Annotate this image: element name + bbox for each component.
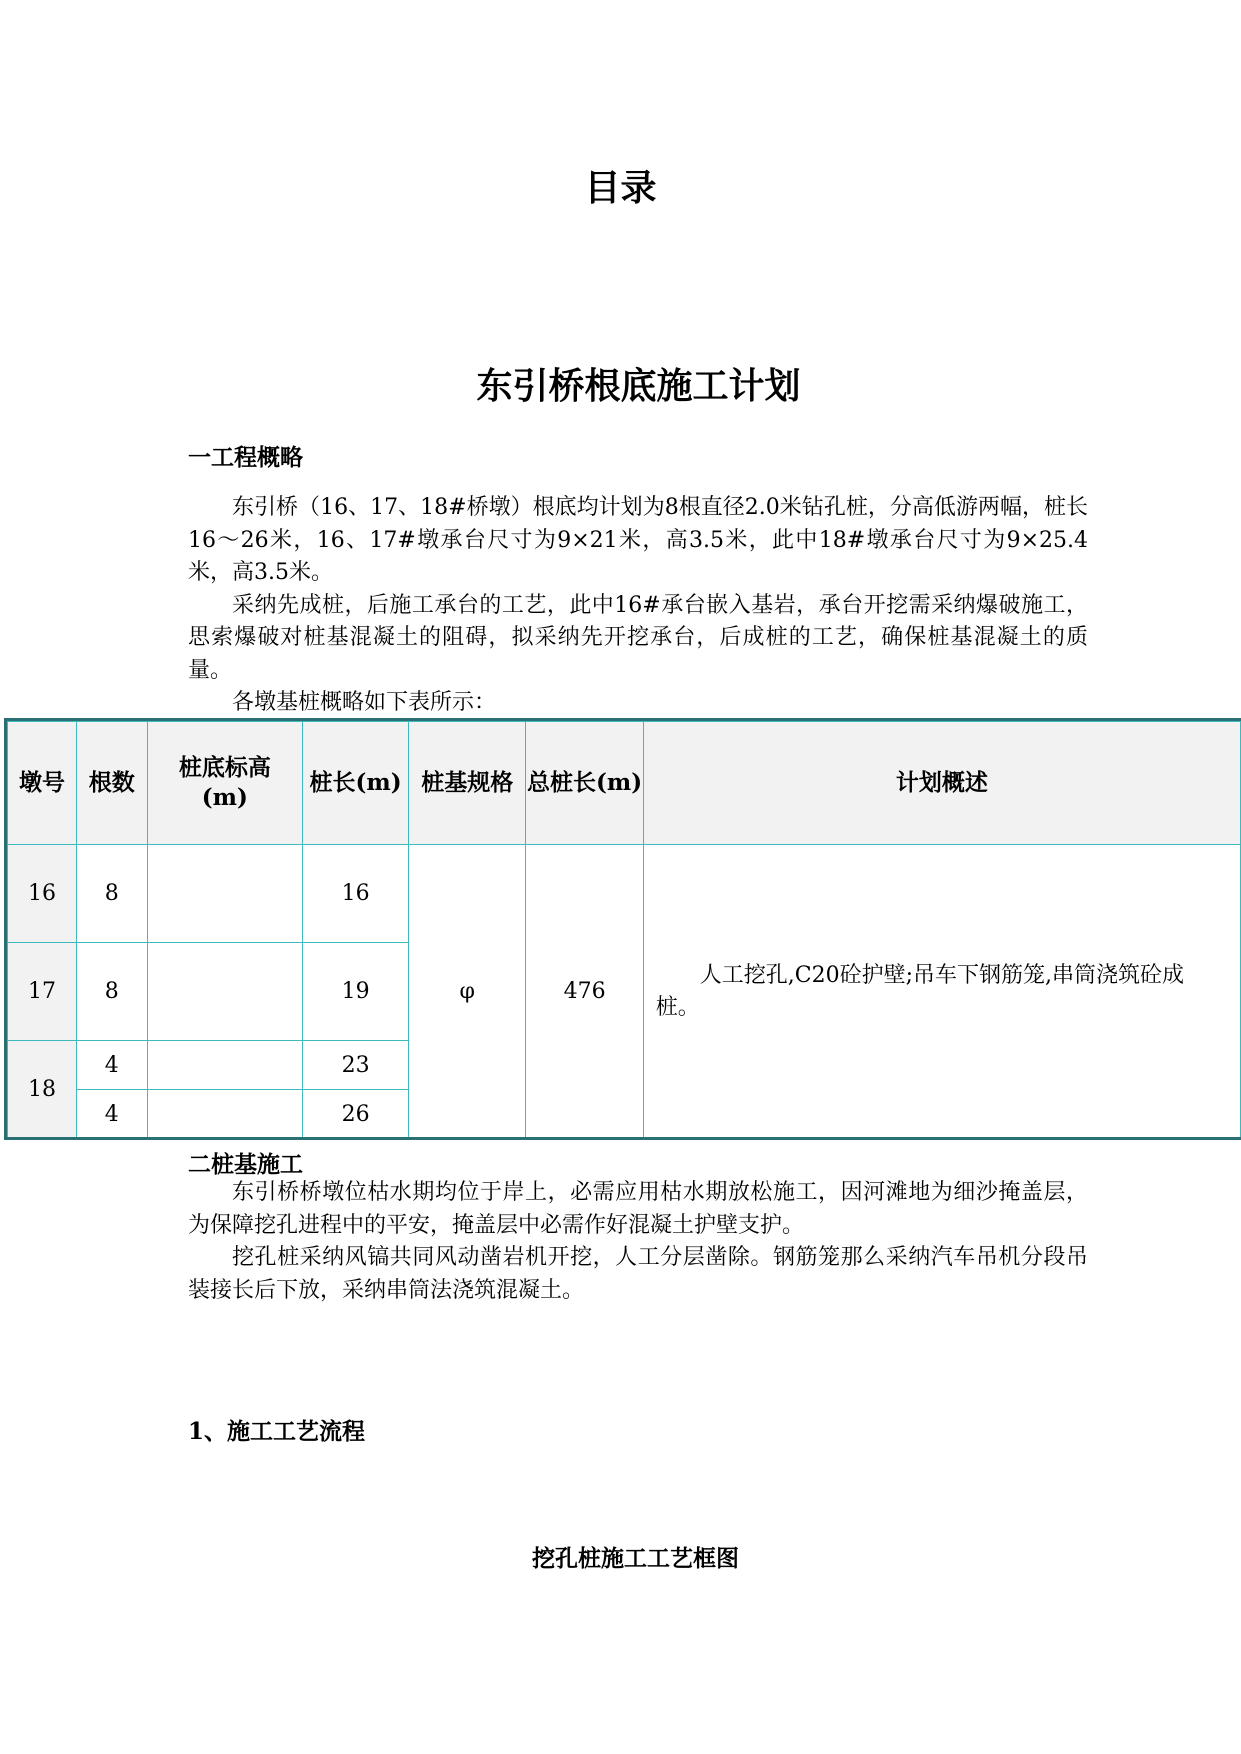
- cell-length: 26: [303, 1090, 409, 1139]
- col-header-total-length: 总桩长(m): [526, 722, 643, 845]
- cell-length: 23: [303, 1041, 409, 1090]
- cell-count: 4: [76, 1041, 147, 1090]
- pile-summary-table: [7, 721, 1241, 1139]
- cell-elevation: [147, 943, 303, 1041]
- construction-body: [188, 1177, 1088, 1307]
- cell-elevation: [147, 845, 303, 943]
- cell-count: 8: [76, 943, 147, 1041]
- col-header-pile-length: 桩长(m): [303, 722, 409, 845]
- col-header-spec: 桩基规格: [409, 722, 526, 845]
- overview-body: [188, 492, 1088, 720]
- description-line: 桩。: [655, 994, 700, 1020]
- pile-table-frame: [4, 718, 1241, 1140]
- cell-description: [643, 845, 1240, 1139]
- construction-paragraph: 挖孔桩采纳风镐共同风动凿岩机开挖，人工分层凿除。钢筋笼那么采纳汽车吊机分段吊装接长后下放，采纳串筒法浇筑混凝土。: [188, 1245, 1088, 1303]
- construction-paragraph: 东引桥桥墩位枯水期均位于岸上，必需应用枯水期放松施工，因河滩地为细沙掩盖层，为保障挖孔进程中的平安，掩盖层中必需作好混凝土护壁支护。: [188, 1180, 1088, 1238]
- overview-paragraph: 各墩基桩概略如下表所示：: [232, 690, 497, 715]
- cell-total-length: 476: [526, 845, 643, 1139]
- col-header-bottom-elevation: 桩底标高(m): [147, 722, 303, 845]
- table-row: [8, 845, 1241, 943]
- cell-elevation: [147, 1041, 303, 1090]
- section-heading-pile-construction: 二桩基施工: [188, 1151, 303, 1178]
- toc-title: 目录: [584, 167, 657, 209]
- cell-length: 19: [303, 943, 409, 1041]
- col-header-count: 根数: [76, 722, 147, 845]
- document-title: 东引桥根底施工计划: [476, 365, 801, 407]
- cell-pier: 17: [8, 943, 77, 1041]
- cell-spec: φ: [409, 845, 526, 1139]
- cell-count: 4: [76, 1090, 147, 1139]
- table-header-row: [8, 722, 1241, 845]
- cell-pier: 18: [8, 1041, 77, 1139]
- cell-count: 8: [76, 845, 147, 943]
- flow-chart-title: 挖孔桩施工工艺框图: [532, 1545, 739, 1572]
- section-heading-overview: 一工程概略: [188, 444, 303, 471]
- col-header-description: 计划概述: [643, 722, 1240, 845]
- col-header-pier: 墩号: [8, 722, 77, 845]
- description-line: 人工挖孔,C20砼护壁;吊车下钢筋笼,串筒浇筑砼成: [699, 962, 1185, 988]
- cell-pier: 16: [8, 845, 77, 943]
- overview-paragraph: 东引桥（16、17、18#桥墩）根底均计划为8根直径2.0米钻孔桩，分高低游两幅，桩长16～26米，16、17#墩承台尺寸为9×21米，高3.5米，此中18#墩承台尺寸为9×25.4米，高3.5米。: [188, 495, 1088, 585]
- cell-length: 16: [303, 845, 409, 943]
- cell-elevation: [147, 1090, 303, 1139]
- overview-paragraph: 采纳先成桩，后施工承台的工艺，此中16#承台嵌入基岩，承台开挖需采纳爆破施工，思索爆破对桩基混凝土的阻碍，拟采纳先开挖承台，后成桩的工艺，确保桩基混凝土的质量。: [188, 592, 1088, 683]
- subsection-heading-process-flow: 1、施工工艺流程: [188, 1418, 366, 1445]
